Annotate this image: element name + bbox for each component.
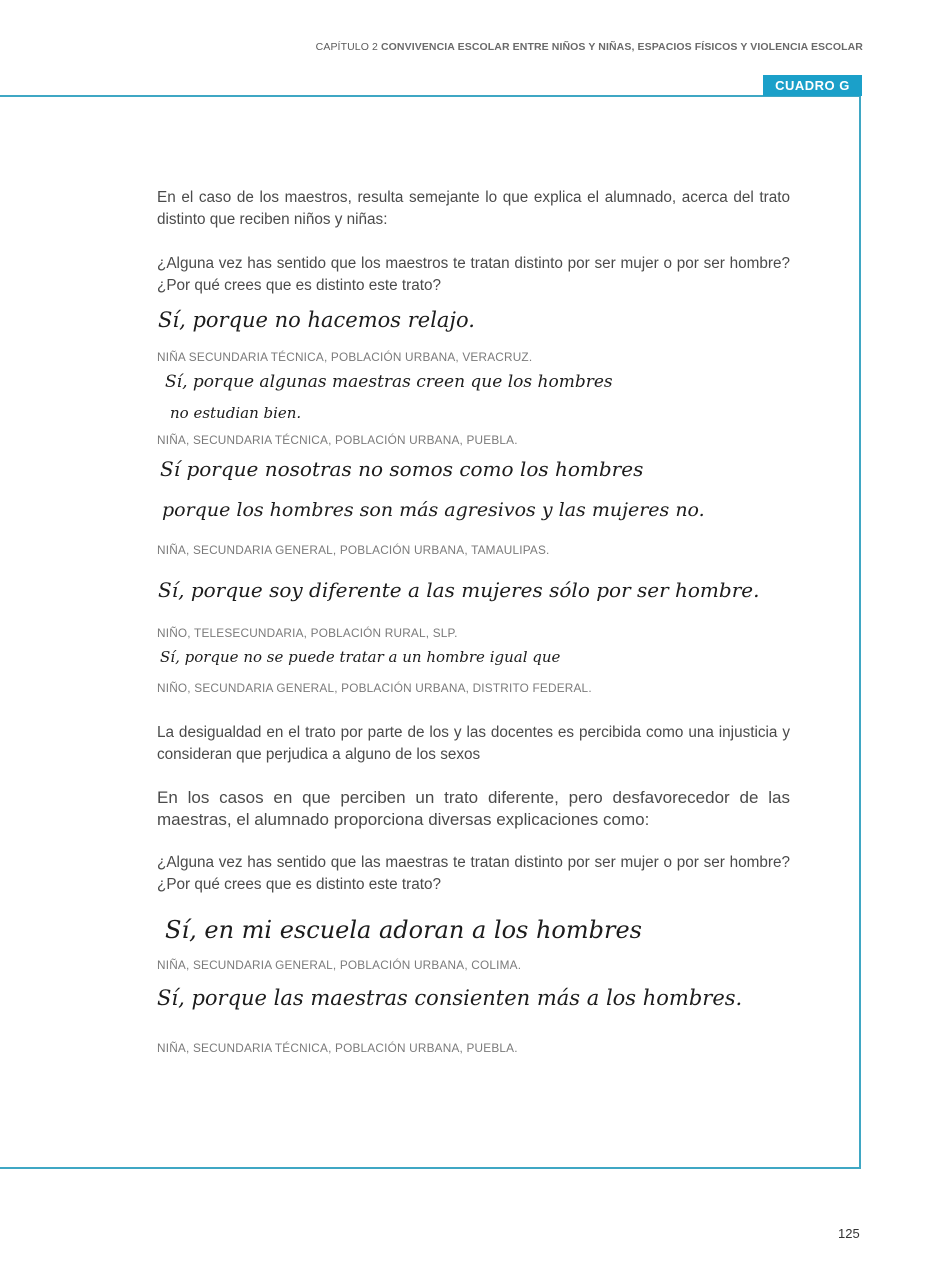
page-number: 125 bbox=[838, 1226, 860, 1241]
handwritten-response: Sí, porque soy diferente a las mujeres sólo por ser hombre. bbox=[158, 578, 760, 602]
response-caption: NIÑO, TELESECUNDARIA, POBLACIÓN RURAL, SLP. bbox=[157, 626, 458, 640]
section2-intro: En los casos en que perciben un trato diferente, pero desfavorecedor de las maestras, el alumnado proporciona diversas explicaciones como: bbox=[157, 788, 790, 829]
box-label: CUADRO G bbox=[763, 75, 862, 96]
section1-intro: En el caso de los maestros, resulta semejante lo que explica el alumnado, acerca del trato distinto que reciben niños y niñas: bbox=[157, 189, 790, 228]
chapter-number: CAPÍTULO 2 bbox=[315, 41, 378, 53]
response-caption: NIÑA SECUNDARIA TÉCNICA, POBLACIÓN URBANA, VERACRUZ. bbox=[157, 350, 533, 364]
handwritten-response: Sí, porque algunas maestras creen que los hombres bbox=[165, 372, 613, 392]
response-caption: NIÑA, SECUNDARIA TÉCNICA, POBLACIÓN URBANA, PUEBLA. bbox=[157, 1041, 518, 1055]
handwritten-response: porque los hombres son más agresivos y las mujeres no. bbox=[162, 499, 705, 521]
handwritten-response: Sí porque nosotras no somos como los hombres bbox=[160, 457, 644, 481]
response-caption: NIÑA, SECUNDARIA GENERAL, POBLACIÓN URBANA, COLIMA. bbox=[157, 958, 522, 972]
section1-question: ¿Alguna vez has sentido que los maestros te tratan distinto por ser mujer o por ser hombre? ¿Por qué crees que es distinto este trato? bbox=[157, 255, 790, 294]
section2-question: ¿Alguna vez has sentido que las maestras te tratan distinto por ser mujer o por ser hombre? ¿Por qué crees que es distinto este trato? bbox=[157, 854, 790, 893]
chapter-title: CONVIVENCIA ESCOLAR ENTRE NIÑOS Y NIÑAS, ESPACIOS FÍSICOS Y VIOLENCIA ESCOLAR bbox=[380, 41, 863, 53]
handwritten-response: no estudian bien. bbox=[170, 404, 302, 422]
handwritten-response: Sí, en mi escuela adoran a los hombres bbox=[165, 916, 642, 944]
handwritten-response: Sí, porque no se puede tratar a un hombre igual que bbox=[160, 648, 561, 666]
section2-paragraph: La desigualdad en el trato por parte de los y las docentes es percibida como una injusticia y consideran que perjudica a alguno de los sexos bbox=[157, 724, 790, 763]
response-caption: NIÑA, SECUNDARIA GENERAL, POBLACIÓN URBANA, TAMAULIPAS. bbox=[157, 543, 550, 557]
running-header bbox=[316, 41, 863, 53]
handwritten-response: Sí, porque las maestras consienten más a los hombres. bbox=[157, 986, 743, 1010]
response-caption: NIÑA, SECUNDARIA TÉCNICA, POBLACIÓN URBANA, PUEBLA. bbox=[157, 433, 518, 447]
response-caption: NIÑO, SECUNDARIA GENERAL, POBLACIÓN URBANA, DISTRITO FEDERAL. bbox=[157, 681, 592, 695]
handwritten-response: Sí, porque no hacemos relajo. bbox=[158, 308, 475, 332]
